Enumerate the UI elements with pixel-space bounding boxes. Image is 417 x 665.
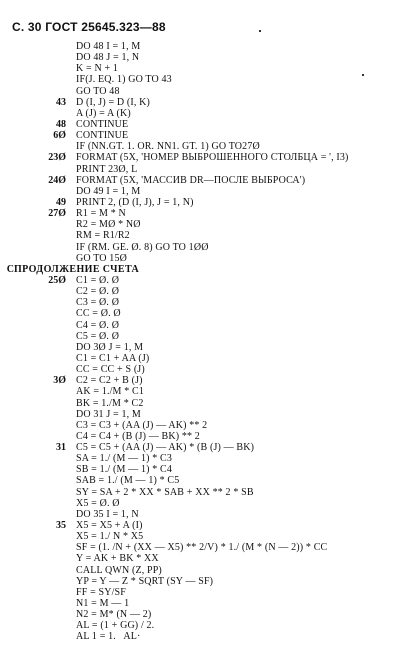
code-text: PRINT 2, (D (I, J), J = 1, N) bbox=[76, 196, 194, 208]
statement-label: 3Ø bbox=[53, 375, 66, 387]
code-line bbox=[0, 353, 417, 364]
code-line bbox=[0, 242, 417, 253]
code-line bbox=[0, 375, 417, 386]
code-line bbox=[0, 297, 417, 308]
code-text: N2 = M* (N — 2) bbox=[76, 609, 152, 621]
code-line bbox=[0, 119, 417, 130]
code-line bbox=[0, 553, 417, 564]
code-line bbox=[0, 41, 417, 52]
code-text: K = N + 1 bbox=[76, 63, 119, 75]
code-line bbox=[0, 509, 417, 520]
code-text: X5 = 1./ N * X5 bbox=[76, 531, 144, 543]
speck-mark bbox=[259, 30, 261, 32]
code-line bbox=[0, 308, 417, 319]
code-text: SF = (1. /N + (XX — X5) ** 2/V) * 1./ (M * (N — 2)) * CC bbox=[76, 542, 328, 554]
code-text: C1 = Ø. Ø bbox=[76, 274, 120, 286]
code-line bbox=[0, 164, 417, 175]
code-line bbox=[0, 342, 417, 353]
code-text: SB = 1./ (M — 1) * C4 bbox=[76, 464, 173, 476]
code-line bbox=[0, 620, 417, 631]
code-line bbox=[0, 208, 417, 219]
code-text: AL = (1 + GG) / 2. bbox=[76, 620, 155, 632]
code-line bbox=[0, 442, 417, 453]
code-line bbox=[0, 464, 417, 475]
code-text: CALL QWN (Z, PP) bbox=[76, 564, 162, 576]
code-text: N1 = M — 1 bbox=[76, 598, 130, 610]
code-text: C4 = Ø. Ø bbox=[76, 319, 120, 331]
code-line bbox=[0, 152, 417, 163]
code-text: YP = Y — Z * SQRT (SY — SF) bbox=[76, 575, 214, 587]
code-text: ПРОДОЛЖЕНИЕ СЧЕТА bbox=[14, 263, 140, 275]
code-line bbox=[0, 52, 417, 63]
code-text: AL 1 = 1. AL· bbox=[76, 631, 141, 643]
code-text: R1 = M * N bbox=[76, 208, 126, 220]
statement-label: 35 bbox=[56, 520, 66, 532]
code-text: FORMAT (5X, 'НОМЕР ВЫБРОШЕННОГО СТОЛБЦА = ', I3) bbox=[76, 152, 349, 164]
code-text: FORMAT (5X, 'МАССИВ DR—ПОСЛЕ ВЫБРОСА') bbox=[76, 174, 306, 186]
code-text: BK = 1./M * C2 bbox=[76, 397, 144, 409]
code-line bbox=[0, 542, 417, 553]
statement-label: 48 bbox=[56, 118, 66, 130]
code-line bbox=[0, 609, 417, 620]
code-line bbox=[0, 63, 417, 74]
code-line bbox=[0, 286, 417, 297]
code-line bbox=[0, 253, 417, 264]
comment-line bbox=[0, 264, 417, 275]
code-text: RM = R1/R2 bbox=[76, 230, 130, 242]
statement-label: 25Ø bbox=[48, 274, 66, 286]
code-text: IF(J. EQ. 1) GO TO 43 bbox=[76, 74, 172, 86]
code-text: AK = 1./M * C1 bbox=[76, 386, 145, 398]
code-line bbox=[0, 587, 417, 598]
code-text: C2 = C2 + B (J) bbox=[76, 375, 143, 387]
code-text: C3 = C3 + (AA (J) — AK) ** 2 bbox=[76, 419, 208, 431]
code-text: SAB = 1./ (M — 1) * C5 bbox=[76, 475, 180, 487]
code-text: DO 31 J = 1, M bbox=[76, 408, 141, 420]
code-line bbox=[0, 97, 417, 108]
code-line bbox=[0, 74, 417, 85]
statement-label: 49 bbox=[56, 196, 66, 208]
code-text: CC = Ø. Ø bbox=[76, 308, 121, 320]
code-line bbox=[0, 130, 417, 141]
code-text: DO 48 J = 1, N bbox=[76, 52, 140, 64]
code-line bbox=[0, 331, 417, 342]
code-line bbox=[0, 431, 417, 442]
code-text: R2 = MØ * NØ bbox=[76, 219, 141, 231]
code-line bbox=[0, 219, 417, 230]
code-line bbox=[0, 386, 417, 397]
code-line bbox=[0, 598, 417, 609]
code-text: C3 = Ø. Ø bbox=[76, 297, 120, 309]
code-line bbox=[0, 398, 417, 409]
code-text: FF = SY/SF bbox=[76, 586, 126, 598]
code-line bbox=[0, 520, 417, 531]
code-line bbox=[0, 409, 417, 420]
code-text: C5 = C5 + (AA (J) — AK) * (B (J) — BK) bbox=[76, 442, 255, 454]
code-text: D (I, J) = D (I, K) bbox=[76, 96, 151, 108]
code-text: CONTINUE bbox=[76, 118, 129, 130]
code-text: C2 = Ø. Ø bbox=[76, 286, 120, 298]
code-line bbox=[0, 475, 417, 486]
code-text: C4 = C4 + (B (J) — BK) ** 2 bbox=[76, 430, 200, 442]
statement-label: C bbox=[6, 263, 14, 275]
code-text: DO 35 I = 1, N bbox=[76, 508, 139, 520]
code-line bbox=[0, 175, 417, 186]
code-line bbox=[0, 320, 417, 331]
code-text: GO TO 48 bbox=[76, 85, 120, 97]
code-text: A (J) = A (K) bbox=[76, 107, 131, 119]
code-text: DO 49 I = 1, M bbox=[76, 185, 141, 197]
code-text: X5 = X5 + A (I) bbox=[76, 520, 143, 532]
code-line bbox=[0, 197, 417, 208]
code-line bbox=[0, 141, 417, 152]
code-text: IF (NN.GT. 1. OR. NN1. GT. 1) GO TO27Ø bbox=[76, 141, 260, 153]
statement-label: 24Ø bbox=[48, 174, 66, 186]
code-line bbox=[0, 275, 417, 286]
code-line bbox=[0, 453, 417, 464]
code-line bbox=[0, 86, 417, 97]
code-text: Y = AK + BK * XX bbox=[76, 553, 159, 565]
code-text: GO TO 15Ø bbox=[76, 252, 127, 264]
code-text: IF (RM. GE. Ø. 8) GO TO 1ØØ bbox=[76, 241, 209, 253]
code-listing bbox=[0, 41, 417, 643]
code-text: PRINT 23Ø, L bbox=[76, 163, 138, 175]
code-line bbox=[0, 108, 417, 119]
code-text: SY = SA + 2 * XX * SAB + XX ** 2 * SB bbox=[76, 486, 254, 498]
statement-label: 27Ø bbox=[48, 208, 66, 220]
statement-label: 6Ø bbox=[53, 130, 66, 142]
code-text: DO 3Ø J = 1, M bbox=[76, 341, 144, 353]
code-line bbox=[0, 186, 417, 197]
statement-label: 31 bbox=[56, 442, 66, 454]
code-line bbox=[0, 498, 417, 509]
code-line bbox=[0, 487, 417, 498]
code-line bbox=[0, 364, 417, 375]
code-line bbox=[0, 531, 417, 542]
statement-label: 43 bbox=[56, 96, 66, 108]
code-text: C5 = Ø. Ø bbox=[76, 330, 120, 342]
code-text: SA = 1./ (M — 1) * C3 bbox=[76, 453, 173, 465]
code-text: CC = CC + S (J) bbox=[76, 364, 145, 376]
code-line bbox=[0, 565, 417, 576]
code-text: DO 48 I = 1, M bbox=[76, 41, 141, 52]
code-line bbox=[0, 230, 417, 241]
code-line bbox=[0, 576, 417, 587]
code-text: X5 = Ø. Ø bbox=[76, 497, 120, 509]
code-text: CONTINUE bbox=[76, 130, 129, 142]
code-line bbox=[0, 420, 417, 431]
code-line bbox=[0, 631, 417, 642]
code-text: C1 = C1 + AA (J) bbox=[76, 352, 150, 364]
page-header: С. 30 ГОСТ 25645.323—88 bbox=[12, 20, 166, 34]
statement-label: 23Ø bbox=[48, 152, 66, 164]
